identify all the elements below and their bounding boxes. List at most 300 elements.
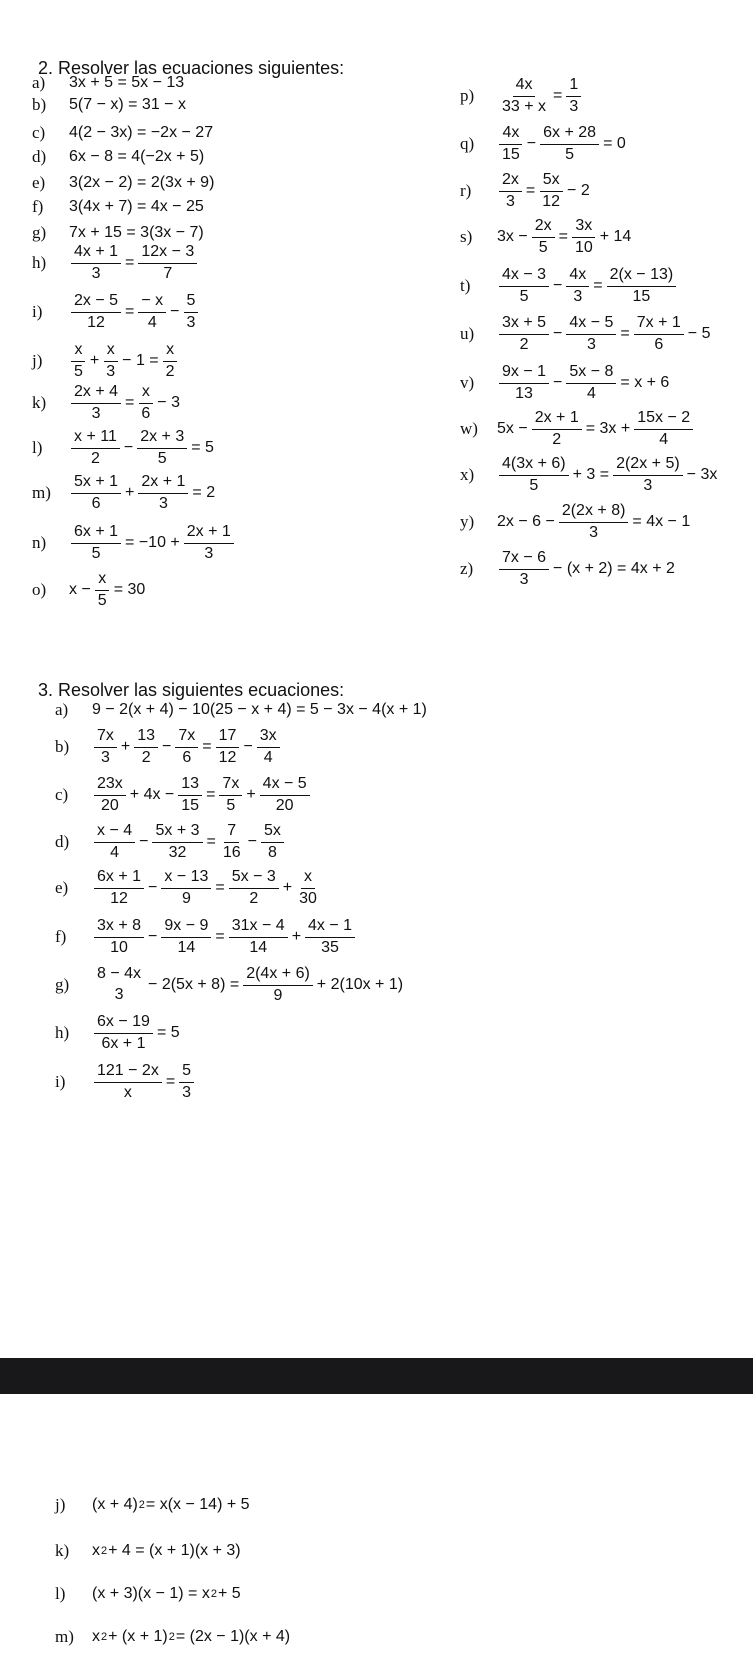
- expression-text: =: [206, 833, 216, 850]
- fraction-numerator: 3x: [572, 218, 595, 238]
- fraction-denominator: 2: [249, 889, 259, 907]
- expression-text: − 1 =: [122, 352, 159, 369]
- fraction: [261, 823, 284, 862]
- fraction-denominator: 14: [177, 938, 196, 956]
- fraction: [499, 77, 549, 116]
- equation-label: c): [32, 123, 46, 142]
- fraction: [499, 550, 549, 589]
- fraction-numerator: 2(2x + 8): [559, 503, 629, 523]
- equation-label: i): [32, 302, 43, 321]
- fraction-numerator: 3x + 5: [499, 315, 549, 335]
- equation-label: f): [55, 927, 67, 946]
- fraction-denominator: 5: [97, 591, 107, 609]
- expression-text: = x(x − 14) + 5: [145, 1496, 250, 1513]
- equation-label: a): [32, 73, 46, 92]
- fraction-numerator: 2x: [499, 172, 522, 192]
- equation-label: l): [32, 438, 43, 457]
- fraction-denominator: 13: [515, 384, 533, 402]
- fraction-denominator: 2: [141, 748, 151, 766]
- fraction-numerator: 5x: [540, 172, 563, 192]
- equation-item: [32, 340, 181, 380]
- expression-text: = 4x − 1: [632, 513, 691, 530]
- fraction: [71, 293, 121, 332]
- fraction: [138, 244, 197, 283]
- fraction: [296, 869, 320, 908]
- equation-label: e): [32, 173, 46, 192]
- expression-text: − 3x: [686, 466, 718, 483]
- expression-text: −: [123, 439, 134, 456]
- expression-text: =: [125, 254, 135, 271]
- equation-label: j): [55, 1495, 66, 1514]
- expression-text: − 5: [687, 325, 711, 342]
- equation-label: b): [55, 737, 70, 756]
- fraction-denominator: 3: [101, 748, 110, 766]
- equation-expression: [68, 342, 181, 381]
- fraction-numerator: 6x + 1: [71, 524, 121, 544]
- fraction: [137, 429, 187, 468]
- fraction-numerator: 5: [184, 293, 199, 313]
- equation-item: [32, 242, 200, 282]
- fraction: [499, 172, 522, 211]
- expression-text: −: [148, 879, 158, 896]
- equation-item: [32, 569, 146, 609]
- equation-item: [32, 123, 214, 143]
- equation-label: i): [55, 1072, 66, 1091]
- fraction: [499, 125, 523, 164]
- expression-text: + 5: [217, 1585, 241, 1602]
- equation-label: w): [460, 419, 478, 438]
- expression-text: = (2x − 1)(x + 4): [175, 1628, 291, 1645]
- fraction: [540, 125, 599, 164]
- fraction-numerator: 2x + 3: [137, 429, 187, 449]
- fraction: [161, 869, 211, 908]
- expression-text: +: [282, 879, 293, 896]
- expression-text: x −: [69, 581, 91, 598]
- expression-text: =: [125, 394, 135, 411]
- fraction-numerator: 2x + 1: [184, 524, 234, 544]
- fraction-numerator: x: [95, 571, 109, 591]
- expression-text: − 3: [157, 394, 180, 411]
- expression-text: = 3x +: [585, 420, 631, 437]
- expression-text: + 4 = (x + 1)(x + 3): [108, 1542, 241, 1559]
- fraction-numerator: 17: [216, 728, 240, 748]
- equation-item: [460, 313, 711, 353]
- fraction: [607, 267, 677, 306]
- equation-label: v): [460, 373, 475, 392]
- expression-text: = 30: [113, 581, 146, 598]
- equation-expression: [91, 1585, 242, 1603]
- fraction: [71, 244, 121, 283]
- fraction-denominator: 6: [141, 404, 151, 422]
- fraction-numerator: 4x − 1: [305, 918, 355, 938]
- fraction: [94, 869, 144, 908]
- fraction-numerator: 23x: [94, 776, 126, 796]
- equation-label: r): [460, 181, 472, 200]
- expression-text: −: [170, 303, 180, 320]
- equation-item: [55, 1061, 197, 1101]
- equation-expression: [496, 267, 679, 306]
- fraction-numerator: 4x − 3: [499, 267, 549, 287]
- equation-expression: [91, 701, 428, 719]
- expression-text: 3(2x − 2) = 2(3x + 9): [69, 174, 215, 191]
- expression-text: +: [291, 928, 302, 945]
- expression-text: 3x + 5 = 5x − 13: [69, 74, 185, 91]
- fraction-numerator: 7x + 1: [634, 315, 684, 335]
- fraction-denominator: 3: [519, 570, 529, 588]
- expression-text: = 2: [192, 484, 216, 501]
- fraction: [499, 456, 569, 495]
- fraction: [138, 293, 166, 332]
- fraction: [613, 456, 683, 495]
- fraction-numerator: x: [163, 342, 177, 362]
- equation-expression: [496, 172, 591, 211]
- fraction: [219, 776, 242, 815]
- equation-label: q): [460, 134, 475, 153]
- equation-expression: [91, 1496, 251, 1514]
- fraction: [161, 918, 211, 957]
- fraction-denominator: 3: [569, 97, 579, 115]
- fraction-numerator: 2x + 1: [532, 410, 582, 430]
- equation-expression: [91, 776, 313, 815]
- equation-expression: [496, 125, 627, 164]
- expression-text: 9 − 2(x + 4) − 10(25 − x + 4) = 5 − 3x − 4(x + 1): [92, 701, 427, 718]
- expression-text: 5(7 − x) = 31 − x: [69, 96, 186, 113]
- fraction-numerator: 7x: [219, 776, 242, 796]
- fraction-numerator: x: [104, 342, 118, 362]
- fraction: [94, 728, 117, 767]
- equation-item: [32, 382, 181, 422]
- equation-expression: [496, 550, 676, 589]
- equation-item: [460, 548, 676, 588]
- fraction-denominator: 15: [632, 287, 651, 305]
- fraction-denominator: 8: [268, 843, 277, 861]
- fraction-denominator: 6: [182, 748, 192, 766]
- fraction-denominator: 3: [573, 287, 583, 305]
- fraction-denominator: 3: [204, 544, 214, 562]
- fraction-numerator: 7x − 6: [499, 550, 549, 570]
- fraction-numerator: 5x − 8: [566, 364, 616, 384]
- fraction-numerator: 5x + 1: [71, 474, 121, 494]
- fraction-denominator: 35: [321, 938, 339, 956]
- fraction: [94, 918, 144, 957]
- fraction: [216, 728, 240, 767]
- expression-text: 2x − 6 −: [497, 513, 555, 530]
- expression-text: −: [553, 374, 563, 391]
- fraction: [94, 1063, 162, 1102]
- fraction-numerator: 7x: [94, 728, 117, 748]
- fraction: [634, 410, 693, 449]
- equation-expression: [68, 524, 237, 563]
- fraction-denominator: 12: [542, 192, 561, 210]
- fraction-denominator: 4: [263, 748, 273, 766]
- fraction: [138, 384, 153, 423]
- expression-text: −: [247, 833, 257, 850]
- fraction-denominator: 5: [519, 287, 529, 305]
- fraction-denominator: 14: [249, 938, 268, 956]
- equation-item: [460, 123, 627, 163]
- expression-text: =: [593, 277, 603, 294]
- equation-label: h): [32, 253, 47, 272]
- fraction-denominator: 2: [552, 430, 562, 448]
- expression-text: =: [202, 738, 212, 755]
- expression-text: −: [162, 738, 172, 755]
- fraction-numerator: 6x − 19: [94, 1014, 153, 1034]
- fraction: [179, 1063, 194, 1102]
- fraction-denominator: 33 + x: [502, 97, 547, 115]
- equation-label: l): [55, 1584, 66, 1603]
- section-2-heading: 2. Resolver las ecuaciones siguientes:: [38, 58, 345, 78]
- equation-label: t): [460, 276, 471, 295]
- fraction-numerator: 1: [566, 77, 581, 97]
- fraction: [175, 728, 198, 767]
- expression-text: 4(2 − 3x) = −2x − 27: [69, 124, 214, 141]
- fraction-numerator: x: [139, 384, 153, 404]
- fraction: [566, 267, 589, 306]
- expression-text: 6x − 8 = 4(−2x + 5): [69, 148, 205, 165]
- fraction-denominator: 16: [222, 843, 241, 861]
- equation-item: [460, 454, 718, 494]
- expression-text: (x + 4): [92, 1496, 138, 1513]
- equation-item: [32, 173, 215, 193]
- expression-text: (x + 3)(x − 1) = x: [92, 1585, 210, 1602]
- fraction-numerator: x + 11: [71, 429, 120, 449]
- fraction-denominator: 10: [110, 938, 128, 956]
- expression-text: x: [92, 1628, 100, 1645]
- fraction-denominator: 5: [91, 544, 101, 562]
- fraction: [94, 1014, 153, 1053]
- equation-expression: [496, 218, 632, 257]
- fraction-denominator: 5: [74, 362, 83, 380]
- fraction-denominator: 12: [87, 313, 105, 331]
- equation-item: [55, 916, 358, 956]
- fraction-denominator: 7: [163, 264, 173, 282]
- expression-text: + 4x −: [129, 786, 175, 803]
- equation-item: [32, 522, 237, 562]
- expression-text: = 5: [191, 439, 214, 456]
- fraction-numerator: 4x + 1: [71, 244, 121, 264]
- equation-label: c): [55, 785, 69, 804]
- equation-item: [55, 700, 428, 720]
- equation-label: g): [32, 223, 47, 242]
- equation-item: [460, 362, 670, 402]
- fraction-numerator: x: [301, 869, 315, 889]
- expression-text: −: [139, 833, 149, 850]
- equation-label: e): [55, 878, 69, 897]
- fraction-numerator: 4x: [499, 125, 522, 145]
- equation-item: [55, 1584, 242, 1604]
- fraction-numerator: 4x − 5: [260, 776, 310, 796]
- fraction: [305, 918, 355, 957]
- equation-item: [55, 821, 287, 861]
- equation-expression: [91, 1628, 291, 1646]
- fraction-denominator: 12: [218, 748, 237, 766]
- fraction-denominator: 2: [90, 449, 100, 467]
- fraction-numerator: 6x + 28: [540, 125, 599, 145]
- fraction: [260, 776, 310, 815]
- fraction: [566, 315, 616, 354]
- fraction-numerator: 2x: [532, 218, 555, 238]
- fraction: [499, 267, 549, 306]
- fraction-numerator: 5x + 3: [152, 823, 202, 843]
- fraction: [572, 218, 596, 257]
- expression-text: +: [89, 352, 100, 369]
- fraction-numerator: 2x − 5: [71, 293, 121, 313]
- equation-expression: [68, 224, 205, 242]
- fraction: [566, 77, 581, 116]
- fraction-denominator: 12: [110, 889, 128, 907]
- equation-expression: [68, 74, 185, 92]
- fraction-denominator: 30: [299, 889, 317, 907]
- equation-expression: [91, 966, 404, 1005]
- fraction-numerator: 12x − 3: [138, 244, 197, 264]
- fraction: [163, 342, 178, 381]
- expression-text: − 2: [567, 182, 590, 199]
- fraction-numerator: x − 13: [161, 869, 211, 889]
- fraction-denominator: 2: [165, 362, 175, 380]
- exponent: 2: [101, 1545, 108, 1557]
- fraction-numerator: 31x − 4: [229, 918, 288, 938]
- fraction: [184, 293, 199, 332]
- equation-label: p): [460, 86, 475, 105]
- equation-item: [460, 501, 691, 541]
- expression-text: =: [553, 87, 563, 104]
- equation-label: n): [32, 533, 47, 552]
- equation-item: [55, 1495, 251, 1515]
- equation-label: k): [32, 393, 47, 412]
- equation-expression: [68, 124, 214, 142]
- expression-text: =: [558, 228, 568, 245]
- equation-expression: [496, 503, 691, 542]
- equation-item: [55, 774, 313, 814]
- equation-expression: [68, 474, 216, 513]
- fraction-numerator: 7: [224, 823, 239, 843]
- fraction-numerator: 7x: [175, 728, 198, 748]
- fraction-numerator: 2x + 1: [138, 474, 188, 494]
- fraction-numerator: 6x + 1: [94, 869, 144, 889]
- fraction: [184, 524, 234, 563]
- fraction: [152, 823, 202, 862]
- equation-label: o): [32, 580, 47, 599]
- fraction: [559, 503, 629, 542]
- expression-text: =: [165, 1073, 176, 1090]
- fraction-numerator: 2(2x + 5): [613, 456, 683, 476]
- fraction: [103, 342, 118, 381]
- equation-expression: [496, 410, 696, 449]
- fraction-numerator: 4x: [566, 267, 589, 287]
- expression-text: −: [553, 325, 563, 342]
- expression-text: −: [243, 738, 253, 755]
- equation-item: [32, 223, 205, 243]
- fraction-denominator: 3: [182, 1083, 192, 1101]
- fraction-numerator: 2(4x + 6): [243, 966, 313, 986]
- fraction-numerator: x: [71, 342, 85, 362]
- fraction-denominator: 6: [91, 494, 101, 512]
- fraction: [499, 364, 549, 403]
- equation-item: [460, 170, 591, 210]
- equation-label: m): [55, 1627, 74, 1646]
- fraction: [138, 474, 188, 513]
- expression-text: −: [553, 277, 563, 294]
- fraction-numerator: 121 − 2x: [94, 1063, 162, 1083]
- fraction: [229, 918, 288, 957]
- fraction-denominator: 3: [106, 362, 116, 380]
- expression-text: 7x + 15 = 3(3x − 7): [69, 224, 204, 241]
- fraction-denominator: 4: [586, 384, 596, 402]
- equation-item: [55, 726, 283, 766]
- fraction: [499, 315, 549, 354]
- dark-divider-band: [0, 1358, 753, 1394]
- equation-label: b): [32, 95, 47, 114]
- equation-item: [32, 291, 201, 331]
- fraction-denominator: 6: [654, 335, 664, 353]
- equation-expression: [68, 174, 215, 192]
- fraction-numerator: 2(x − 13): [607, 267, 677, 287]
- fraction-numerator: 4(3x + 6): [499, 456, 569, 476]
- exponent: 2: [138, 1499, 145, 1511]
- equation-label: m): [32, 483, 51, 502]
- expression-text: + (x + 1): [108, 1628, 168, 1645]
- equation-expression: [68, 571, 146, 610]
- equation-label: k): [55, 1541, 70, 1560]
- equation-item: [460, 265, 679, 305]
- exponent: 2: [168, 1631, 175, 1643]
- fraction-numerator: 8 − 4x: [97, 965, 142, 983]
- exponent: 2: [101, 1631, 108, 1643]
- fraction-denominator: 3: [91, 264, 101, 282]
- equation-item: [32, 95, 187, 115]
- fraction-denominator: 20: [101, 796, 119, 814]
- equation-expression: [496, 364, 670, 403]
- equation-item: [55, 1541, 242, 1561]
- fraction-denominator: 3: [114, 986, 124, 1003]
- fraction-denominator: 5: [565, 145, 575, 163]
- equation-expression: [91, 823, 287, 862]
- equation-expression: [68, 96, 187, 114]
- fraction: [94, 823, 135, 862]
- equation-expression: [91, 1014, 181, 1053]
- equation-expression: [91, 1542, 242, 1560]
- expression-text: =: [525, 182, 536, 199]
- expression-text: − 2(5x + 8) =: [148, 976, 240, 993]
- fraction: [134, 728, 158, 767]
- fraction-denominator: 3: [158, 494, 168, 512]
- expression-text: + 14: [599, 228, 632, 245]
- section-3-heading: 3. Resolver las siguientes ecuaciones:: [38, 680, 345, 700]
- equation-item: [32, 472, 216, 512]
- fraction-numerator: x − 4: [94, 823, 135, 843]
- fraction-denominator: 9: [273, 986, 283, 1004]
- expression-text: −: [526, 135, 537, 152]
- fraction-numerator: 4x: [513, 77, 536, 97]
- fraction-numerator: 2x + 4: [71, 384, 121, 404]
- equation-expression: [68, 293, 201, 332]
- expression-text: = 5: [156, 1024, 180, 1041]
- fraction-denominator: 3: [586, 335, 596, 353]
- fraction-numerator: 5: [179, 1063, 194, 1083]
- fraction-denominator: 4: [110, 843, 120, 861]
- equation-expression: [91, 869, 323, 908]
- equation-label: g): [55, 975, 70, 994]
- fraction: [566, 364, 616, 403]
- equation-label: j): [32, 351, 43, 370]
- fraction-denominator: 3: [589, 523, 599, 541]
- fraction-denominator: 3: [91, 404, 101, 422]
- equation-expression: [91, 918, 358, 957]
- equation-label: f): [32, 197, 44, 216]
- equation-label: d): [32, 147, 47, 166]
- expression-text: =: [215, 879, 225, 896]
- equation-expression: [91, 728, 283, 767]
